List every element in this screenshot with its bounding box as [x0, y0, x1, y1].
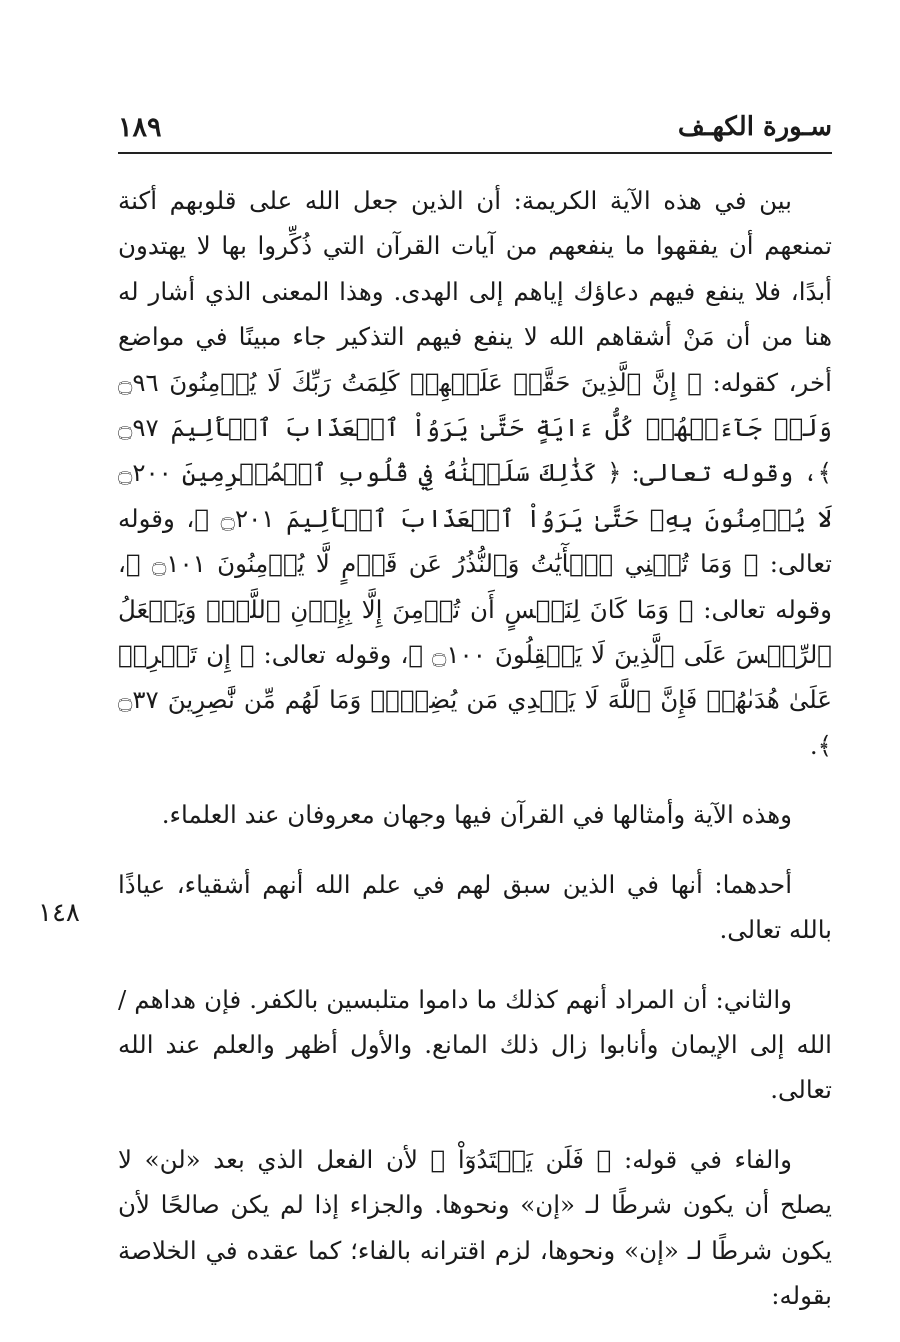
paragraph-intro: بين في هذه الآية الكريمة: أن الذين جعل الله على قلوبهم أكنة تمنعهم أن يفقهوا ما ينفعهم من آيات القرآن التي ذُكِّروا بها لا يهتدون أبدًا، فلا ينفع فيهم دعاؤك إياهم إلى الهدى. وهذا المعنى الذي أشار له هنا من أن مَنْ أشقاهم الله لا ينفع فيهم التذكير جاء مبينًا في مواضع أخر، كقوله: ﴿ إِنَّ ٱلَّذِينَ حَقَّتۡ عَلَيۡهِمۡ كَلِمَتُ رَبِّكَ لَا يُؤۡمِنُونَ ۝٩٦ وَلَوۡ جَآءَتۡهُمۡ كُلُّ ءَايَةٍ حَتَّىٰ يَرَوُاْ ٱلۡعَذَابَ ٱلۡأَلِيمَ ۝٩٧ ﴾، وقوله تعالى: ﴿ كَذَٰلِكَ سَلَكۡنَٰهُ فِي قُلُوبِ ٱلۡمُجۡرِمِينَ ۝٢٠٠ لَا يُؤۡمِنُونَ بِهِۦ حَتَّىٰ يَرَوُاْ ٱلۡعَذَابَ ٱلۡأَلِيمَ ۝٢٠١ ﴾، وقوله تعالى: ﴿ وَمَا تُغۡنِي ٱلۡأٓيَٰتُ وَٱلنُّذُرُ عَن قَوۡمٍ لَّا يُؤۡمِنُونَ ۝١٠١ ﴾، وقوله تعالى: ﴿ وَمَا كَانَ لِنَفۡسٍ أَن تُؤۡمِنَ إِلَّا بِإِذۡنِ ٱللَّهِۚ وَيَجۡعَلُ ٱلرِّجۡسَ عَلَى ٱلَّذِينَ لَا يَعۡقِلُونَ ۝١٠٠ ﴾، وقوله تعالى: ﴿ إِن تَحۡرِصۡ عَلَىٰ هُدَىٰهُمۡ فَإِنَّ ٱللَّهَ لَا يَهۡدِي مَن يُضِلُّۖ وَمَا لَهُم مِّن نَّٰصِرِينَ ۝٣٧ ﴾.	[118, 186, 832, 760]
page-number: ١٨٩	[118, 112, 162, 143]
margin-page-reference: ١٤٨	[38, 898, 80, 928]
page-header	[118, 108, 832, 154]
paragraph-first-view: أحدهما: أنها في الذين سبق لهم في علم الله أنهم أشقياء، عياذًا بالله تعالى.	[118, 869, 832, 945]
paragraph-two-views: وهذه الآية وأمثالها في القرآن فيها وجهان معروفان عند العلماء.	[161, 800, 792, 830]
surah-title: سـورة الكهـف	[677, 112, 832, 142]
body-text	[118, 178, 832, 1342]
paragraph-fa-explanation: والفاء في قوله: ﴿ فَلَن يَهۡتَدُوٓاْ ﴾ لأن الفعل الذي بعد «لن» لا يصلح أن يكون شرطًا لـ «إن» ونحوها. والجزاء إذا لم يكن صالحًا لأن يكون شرطًا لـ «إن» ونحوها، لزم اقترانه بالفاء؛ كما عقده في الخلاصة بقوله:	[118, 1144, 832, 1310]
paragraph-second-view: والثاني: أن المراد أنهم كذلك ما داموا متلبسين بالكفر. فإن هداهم / الله إلى الإيمان وأنابوا زال ذلك المانع. والأول أظهر والعلم عند الله تعالى.	[118, 984, 832, 1105]
